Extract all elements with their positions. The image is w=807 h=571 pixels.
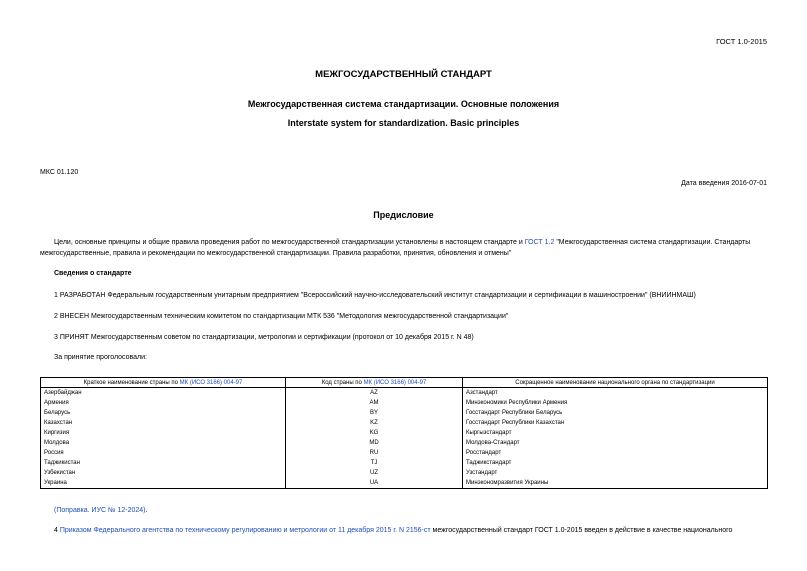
country-cell: Узбекистан xyxy=(41,468,286,478)
country-cell: Армения xyxy=(41,398,286,408)
body-cell: Кыргызстандарт xyxy=(463,428,768,438)
code-cell: BY xyxy=(286,408,463,418)
standard-type-heading: МЕЖГОСУДАРСТВЕННЫЙ СТАНДАРТ xyxy=(315,69,492,80)
table-row xyxy=(41,398,768,408)
body-cell: Молдова-Стандарт xyxy=(463,438,768,448)
country-cell: Азербайджан xyxy=(41,388,286,399)
document-title-ru: Межгосударственная система стандартизации. Основные положения xyxy=(247,99,560,109)
country-cell: Россия xyxy=(41,448,286,458)
header-body: Сокращенное наименование национального органа по стандартизации xyxy=(463,378,768,388)
body-cell: Узстандарт xyxy=(463,468,768,478)
correction-note xyxy=(54,507,147,514)
item-introduced: 2 ВНЕСЕН Межгосударственным техническим комитетом по стандартизации МТК 536 "Методология межгосударственной стандартизации" xyxy=(54,313,509,320)
country-cell: Украина xyxy=(41,478,286,489)
body-cell: Госстандарт Республики Беларусь xyxy=(463,408,768,418)
order-link[interactable]: Приказом Федерального агентства по техническому регулированию и метрологии от 11 декабря 2015 г. N 2156-ст xyxy=(59,527,431,534)
gost-1-2-link[interactable]: ГОСТ 1.2 xyxy=(524,239,555,246)
mks-code: МКС 01.120 xyxy=(40,169,79,176)
voted-label: За принятие проголосовали: xyxy=(54,354,147,361)
country-cell: Киргизия xyxy=(41,428,286,438)
table-row xyxy=(41,468,768,478)
mk-iso-link-2[interactable]: МК (ИСО 3166) 004-97 xyxy=(363,379,427,386)
document-code: ГОСТ 1.0-2015 xyxy=(716,37,767,46)
correction-link[interactable]: (Поправка. ИУС № 12-2024) xyxy=(54,507,146,514)
table-row xyxy=(41,458,768,468)
item-enacted xyxy=(54,527,732,534)
country-cell: Беларусь xyxy=(41,408,286,418)
table-row xyxy=(41,428,768,438)
code-cell: AM xyxy=(286,398,463,408)
table-row xyxy=(41,408,768,418)
item-adopted: 3 ПРИНЯТ Межгосударственным советом по стандартизации, метрологии и сертификации (протокол от 10 декабря 2015 г. N 48) xyxy=(54,334,474,341)
item4-number: 4 xyxy=(54,527,60,534)
table-row xyxy=(41,478,768,489)
body-cell: Таджикстандарт xyxy=(463,458,768,468)
code-cell: TJ xyxy=(286,458,463,468)
preface-intro xyxy=(40,237,770,259)
item4-tail: межгосударственный стандарт ГОСТ 1.0-2015 введен в действие в качестве национального xyxy=(430,527,733,534)
header-code-text: Код страны по xyxy=(321,379,364,386)
header-country xyxy=(41,378,286,388)
body-cell: Азстандарт xyxy=(463,388,768,399)
intro-text-end: "Межгосударственная система стандартизации. Стандарты межгосударственные, правила и рекомендации по межгосударственной стандартизации. Правила разработки, принятия, обновления и отмены" xyxy=(40,239,751,257)
body-cell: Госстандарт Республики Казахстан xyxy=(463,418,768,428)
effective-date: Дата введения 2016-07-01 xyxy=(681,180,767,187)
country-cell: Молдова xyxy=(41,438,286,448)
code-cell: KZ xyxy=(286,418,463,428)
document-title-en: Interstate system for standardization. Basic principles xyxy=(287,118,520,128)
header-country-text: Краткое наименование страны по xyxy=(83,379,180,386)
code-cell: UA xyxy=(286,478,463,489)
correction-tail: . xyxy=(145,507,148,514)
intro-text-start: Цели, основные принципы и общие правила проведения работ по межгосударственной стандартизации установлены в настоящем стандарте и xyxy=(54,239,525,246)
code-cell: KG xyxy=(286,428,463,438)
table-row xyxy=(41,438,768,448)
table-header-row xyxy=(41,378,768,388)
code-cell: UZ xyxy=(286,468,463,478)
country-cell: Таджикистан xyxy=(41,458,286,468)
code-cell: MD xyxy=(286,438,463,448)
header-code xyxy=(286,378,463,388)
item-developed: 1 РАЗРАБОТАН Федеральным государственным унитарным предприятием "Всероссийский научно-исследовательский институт стандартизации и сертификации в машиностроении" (ВНИИНМАШ) xyxy=(54,292,696,299)
table-row xyxy=(41,448,768,458)
body-cell: Минэкономразвития Украины xyxy=(463,478,768,489)
body-cell: Минэкономики Республики Армения xyxy=(463,398,768,408)
code-cell: AZ xyxy=(286,388,463,399)
body-cell: Росстандарт xyxy=(463,448,768,458)
table-row xyxy=(41,388,768,399)
table-row xyxy=(41,418,768,428)
mk-iso-link-1[interactable]: МК (ИСО 3166) 004-97 xyxy=(179,379,243,386)
code-cell: RU xyxy=(286,448,463,458)
country-cell: Казахстан xyxy=(41,418,286,428)
voting-countries-table xyxy=(40,377,768,489)
standard-info-heading: Сведения о стандарте xyxy=(54,270,132,277)
preface-heading: Предисловие xyxy=(373,210,434,220)
